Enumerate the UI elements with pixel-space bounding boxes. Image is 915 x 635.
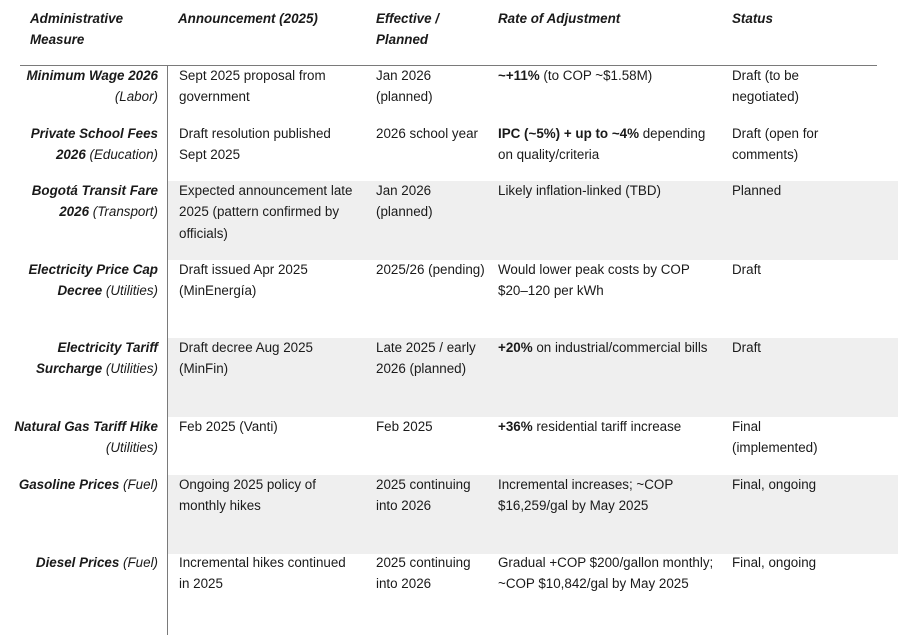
rate-cell: [498, 416, 716, 437]
status-cell: Final, ongoing: [732, 477, 817, 492]
header-measure: Administrative Measure: [30, 11, 124, 47]
announcement-cell: Expected announcement late 2025 (pattern confirmed by officials): [179, 183, 353, 241]
measure-cell: [13, 337, 158, 380]
rate-cell: [498, 337, 716, 358]
measure-cell: [13, 180, 158, 223]
announcement-cell: Incremental hikes continued in 2025: [179, 555, 346, 592]
effective-cell: Jan 2026 (planned): [376, 68, 433, 105]
table-row: [0, 554, 898, 635]
rate-highlight: +36%: [498, 419, 533, 434]
measure-name: Electricity Tariff Surcharge: [35, 340, 158, 377]
measure-cell: [13, 65, 158, 108]
status-cell: Draft: [732, 262, 762, 277]
measure-category: (Fuel): [123, 555, 158, 570]
rate-text: (to COP ~$1.58M): [539, 68, 653, 83]
status-cell: Draft (to be negotiated): [732, 68, 800, 105]
status-cell: Planned: [732, 183, 782, 198]
table-row: [0, 123, 898, 181]
measure-cell: [13, 123, 158, 166]
rate-cell: [498, 552, 716, 595]
measure-category: (Utilities): [105, 283, 158, 299]
rate-highlight: ~+11%: [498, 68, 540, 83]
measure-cell: [13, 474, 158, 495]
table-row: [0, 338, 898, 417]
measure-category: (Transport): [92, 204, 158, 220]
effective-cell: 2025 continuing into 2026: [376, 555, 471, 592]
effective-cell: Late 2025 / early 2026 (planned): [376, 340, 476, 377]
measure-cell: [13, 259, 158, 302]
measure-name: Minimum Wage 2026: [26, 68, 158, 83]
measure-category: (Fuel): [123, 477, 158, 492]
effective-cell: Feb 2025: [376, 419, 433, 434]
rate-cell: [498, 259, 716, 302]
table-row: [0, 181, 898, 260]
effective-cell: 2025 continuing into 2026: [376, 477, 471, 514]
header-announcement: Announcement (2025): [178, 11, 318, 26]
effective-cell: Jan 2026 (planned): [376, 183, 433, 220]
rate-text: Incremental increases; ~COP $16,259/gal by May 2025: [498, 477, 674, 514]
status-cell: Final, ongoing: [732, 555, 817, 570]
table-row: [0, 417, 898, 475]
rate-cell: [498, 474, 716, 517]
rate-text: depending on quality/criteria: [498, 126, 706, 163]
rate-text: Gradual +COP $200/gallon monthly; ~COP $10,842/gal by May 2025: [498, 555, 714, 592]
effective-cell: 2025/26 (pending): [376, 262, 485, 277]
measure-name: Bogotá Transit Fare 2026: [31, 183, 158, 220]
status-cell: Draft: [732, 340, 762, 355]
measure-name: Private School Fees 2026: [30, 126, 158, 163]
status-cell: Draft (open for comments): [732, 126, 819, 163]
announcement-cell: Draft resolution published Sept 2025: [179, 126, 331, 163]
announcement-cell: Ongoing 2025 policy of monthly hikes: [179, 477, 316, 514]
status-cell: Final (implemented): [732, 419, 818, 456]
measure-category: (Utilities): [105, 440, 158, 456]
measure-name: Natural Gas Tariff Hike: [14, 419, 158, 434]
header-status: Status: [732, 11, 773, 26]
measure-name: Gasoline Prices: [18, 477, 120, 492]
table-header: [0, 0, 915, 66]
measure-category: (Utilities): [105, 361, 158, 377]
announcement-cell: Feb 2025 (Vanti): [179, 419, 278, 434]
table-row: [0, 475, 898, 554]
header-rate: Rate of Adjustment: [498, 11, 621, 26]
announcement-cell: Draft decree Aug 2025 (MinFin): [179, 340, 313, 377]
effective-cell: 2026 school year: [376, 126, 478, 141]
table-row: [0, 66, 898, 123]
announcement-cell: Sept 2025 proposal from government: [179, 68, 326, 105]
rate-text: Would lower peak costs by COP $20–120 per kWh: [498, 262, 690, 299]
header-effective: Effective / Planned: [376, 11, 440, 47]
rate-text: on industrial/commercial bills: [532, 340, 708, 355]
rate-text: residential tariff increase: [532, 419, 682, 434]
rate-highlight: +20%: [498, 340, 533, 355]
rate-cell: [498, 65, 716, 86]
measure-name: Electricity Price Cap Decree: [28, 262, 158, 299]
announcement-cell: Draft issued Apr 2025 (MinEnergía): [179, 262, 308, 299]
measure-cell: [13, 552, 158, 573]
measure-category: (Labor): [114, 89, 158, 105]
measure-name: Diesel Prices: [35, 555, 120, 570]
measure-category: (Education): [89, 147, 158, 163]
rate-cell: [498, 180, 716, 201]
column-divider: [167, 66, 168, 635]
rate-highlight: IPC (~5%) + up to ~4%: [498, 126, 640, 141]
rate-cell: [498, 123, 716, 166]
measure-cell: [13, 416, 158, 459]
table-row: [0, 260, 898, 338]
rate-text: Likely inflation-linked (TBD): [498, 183, 661, 198]
